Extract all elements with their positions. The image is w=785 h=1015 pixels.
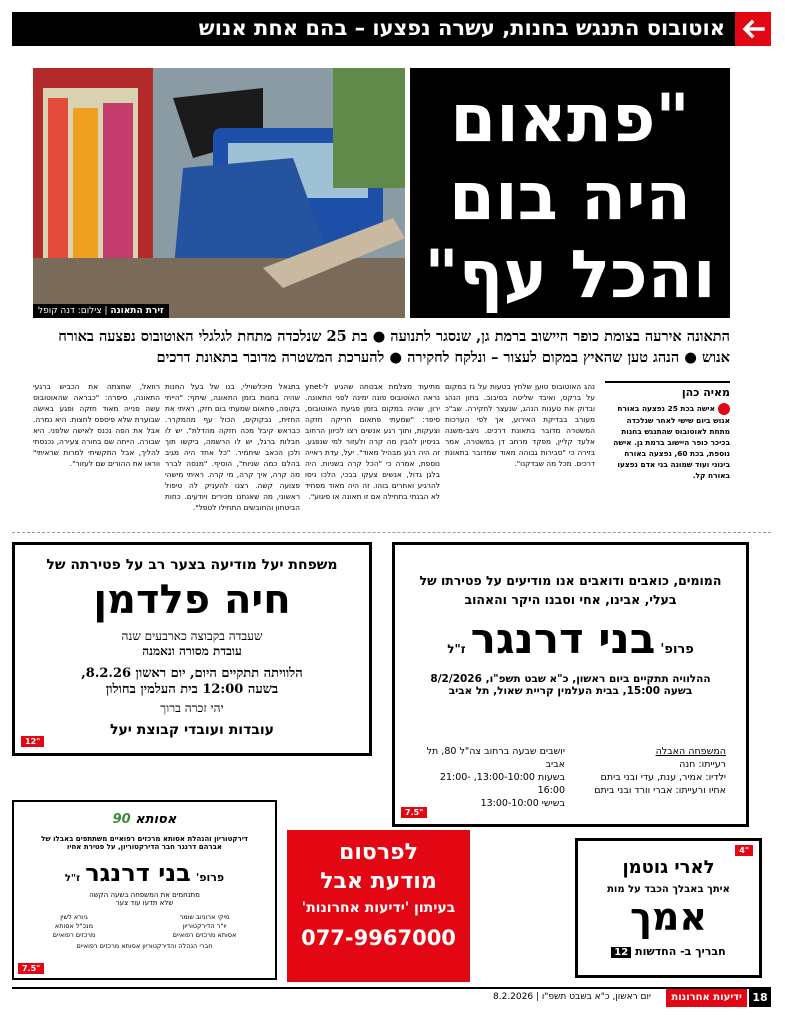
article-lead: אישה בכת 25 נפצעה באורח אנוש ביום שישי לאחר שנלכדה מתחת לאוטובוס שהתנגש בחנות בכיכר כופר היישוב ברמת גן. אישה נוספת, בכת 60, נפצעה באורח בינוני ועוד שמונה בני אדם נפצעו באורח קל. bbox=[613, 404, 730, 480]
ad-size-badge: 4" bbox=[735, 845, 753, 856]
assuta-logo: אסותא 90 bbox=[112, 812, 177, 827]
funeral-info: ההלוויה תתקיים ביום ראשון, כ"א שבט תשפ"ו, 8/2/2026 bbox=[430, 673, 711, 685]
notice-line: שלא תדעו עוד צער bbox=[115, 899, 174, 907]
notice-line: המומים, כואבים ודואבים אנו מודיעים על פטירתו של bbox=[419, 573, 722, 588]
advertise-promo[interactable] bbox=[287, 830, 470, 982]
headline-line: "פתאום bbox=[450, 80, 690, 157]
deceased-name: בני דרנגר bbox=[85, 859, 191, 887]
notice-desc: עובדת מסורה ונאמנה bbox=[142, 644, 242, 658]
promo-line: מודעת אבל bbox=[320, 869, 437, 894]
notice-line: חברי הנהלה והדירקטוריון אסותא מרכזים רפואיים bbox=[76, 942, 213, 950]
deceased-name: בני דרנגר bbox=[470, 614, 656, 663]
photo-credit: זירת התאונה | צילום: דנה קופל bbox=[33, 304, 169, 318]
brand-label: ידיעות אחרונות bbox=[666, 989, 747, 1007]
deceased-name: חיה פלדמן bbox=[93, 577, 291, 623]
notice-desc: שעבדה בקבוצה כארבעים שנה bbox=[121, 629, 263, 643]
death-notice-feldman bbox=[12, 542, 372, 756]
article-column-2: מתיעוד מצלמת אבטחה שהגיע ל-ynet נראה האוטובוס פונה ימינה לפני התאונה. ירון, שהיה במקום בזמן פגיעת האוטובוס, סיפר: "שמעתי פתאום חריקה חזקה וצעקות, ותוך רגע אנשים רצו לכיוון הרחוב בניסיון להבין מה קרה ולעזור למי שנפגע. זה היה רגע מבהיל מאוד". יעל, עדת ראייה נוספת, אמרה כי "הכל קרה בשניות. היה בלגן גדול, אנשים צעקו בבכי, הלכו ניסו להרגיע ואחרים בוהו. זה היה מאוד מפחיד לא הבנתי בתחילה אם זו תאונה או פיגוע". bbox=[305, 382, 440, 501]
funeral-info: הלוויתה תתקיים היום, יום ראשון 8.2.26, bbox=[81, 666, 303, 681]
signed-by: עובדות ועובדי קבוצת יעל bbox=[110, 722, 274, 738]
article-photo bbox=[33, 68, 405, 318]
promo-line: בעיתון 'ידיעות אחרונות' bbox=[301, 900, 456, 916]
ad-size-badge: 7.5" bbox=[401, 807, 427, 818]
headline-line: היה בום bbox=[449, 158, 691, 235]
section-header-title: אוטובוס התנגש בחנות, עשרה נפצעו – בהם אחת אנוש bbox=[198, 16, 725, 40]
family-list: המשפחה האבלה רעייתו: חנה ילדיו: אמיר, ענת, עדי ובני ביתם אחיו ורעייתו: אברי וורד ובני ביתם bbox=[594, 746, 726, 796]
notice-line: דירקטוריון והנהלת אסותא מרכזים רפואיים משתתפים באבלו של bbox=[41, 835, 248, 843]
deceased-name-row: פרופ' בני דרנגר ז"ל bbox=[447, 614, 694, 663]
condolence-gutman bbox=[575, 838, 762, 978]
notice-line: איתך באבלך הכבד על מות bbox=[607, 884, 730, 895]
ad-size-badge: 7.5" bbox=[18, 963, 44, 974]
promo-line: לפרסום bbox=[339, 840, 418, 865]
article-column-1: נהג האוטובוס טוען שלחץ בטעות על גז במקום על ברקס, ואיבד שליטה בסיבוב. בחון הנהג ובדוק את טענות הנהג, שנעצר לחקירה. שב"כ מעורב בבדיקת האירוע, אך לפי הערכות המשטרה מדובר בתאונת דרכים. ניצב-משנה אלעד קליין, מפקד מרחב דן במשטרה, אמר בזירה כי "סבירות גבוהה מאוד שמדובר בתאונת דרכים. מכל מה שבדקנו". bbox=[445, 382, 595, 468]
ad-size-badge: 12" bbox=[21, 736, 44, 747]
notice-line: אברהם דרנגר חבר הדירקטוריון, על פטירת אחיו bbox=[67, 843, 222, 851]
notice-line: בעלי, אבינו, אחי וסבנו היקר והאהוב bbox=[464, 592, 677, 607]
deceased-name-row: פרופ' בני דרנגר ז"ל bbox=[64, 859, 225, 887]
death-notice-drenger bbox=[392, 542, 749, 827]
section-header-bar bbox=[12, 12, 771, 46]
blessing: יהי זכרה ברוך bbox=[160, 701, 224, 715]
article-column-3: בתגאל מיכלשוילי, בנו של בעל החנות שהיה בחנות בזמן התאונה, שיתף: "הייתי בקופה, פתאום שמעתי בום חזק, ראיתי את החזית, נבקוקים, הכול עף מהמקרר. כבראש קיבל מכה חזקה מהדלת". יש לו חבלות ברגל, יש לו הרשמה, ביקשו תוך ולכן הכאב שיחמיר. "כל אחד היה מגיב בהלם כמה שניות", הוסיף. "מנסה לברר מה קרה, איך קרה, מי קרה. ראיתי מישהי פצועה קשה. רצנו להעניק לה טיפול ראשוני, מה שאנחנו מכירים ויודעים. כחות הביטחון והחובשים התחילו לטפל". bbox=[165, 382, 300, 511]
page-footer bbox=[12, 987, 771, 1007]
notice-line: מתנחמים את המשפחה בשעה הקשה bbox=[89, 891, 200, 899]
issue-date: יום ראשון, כ"א בשבט תשפ"ו | 8.2.2026 bbox=[493, 992, 651, 1002]
section-divider bbox=[12, 532, 771, 533]
notice-big-word: אמך bbox=[629, 895, 708, 939]
promo-phone[interactable]: 077-9967000 bbox=[301, 926, 456, 950]
bullet-icon bbox=[718, 403, 730, 415]
shiva-info: יושבים שבעה ברחוב צה"ל 80, תל אביב בשעות 13:00-10:00, 21:00-16:00 בשישי 13:00-10:00 bbox=[426, 746, 565, 809]
headline-line: והכל עף" bbox=[424, 236, 716, 313]
recipient-name: לארי גוטמן bbox=[622, 857, 715, 878]
page-number: 18 bbox=[749, 989, 771, 1007]
article-subhead: התאונה אירעה בצומת כופר היישוב ברמת גן, שנסגר לתנועה ● בת 25 שנלכדה מתחת לגלגלי האוטובוס נפצעה באורח אנוש ● הנהג טען שהאיץ במקום לעצור – ונלקח לחקירה ● להערכת המשטרה מדובר בתאונת דרכים bbox=[58, 328, 730, 366]
channel-12-logo: 12 bbox=[611, 947, 631, 958]
death-notice-assuta bbox=[12, 800, 277, 980]
arrow-left-icon bbox=[735, 12, 771, 46]
notice-line: משפחת יעל מודיעה בצער רב על פטירתה של bbox=[46, 557, 338, 573]
signatories: מיקי ארוניוב שומר יו"ר הדירקטוריון אסותא מרכזים רפואיים גיורא לשין מנכ"ל אסותא מרכזים רפואיים bbox=[52, 913, 237, 939]
byline: מאיה כהן bbox=[605, 381, 730, 399]
funeral-info: בשעה 15:00, בבית העלמין קריית שאול, תל אביב bbox=[448, 685, 693, 697]
funeral-info: בשעה 12:00 בית העלמין בחולון bbox=[105, 682, 279, 697]
article-column-4: רוזאל, שחצתה את הכביש ברגעי התאונה, סיפרה: "כבראה שהאוטובוס עשה פנייה מאוד חזקה ופגע באישה שבוערת שלא פיספס לחצות. היא נמרה. אבל את הפה נכנס לאישה שלפני. היא שבורה. הייתה שם בחורה צעירה, נכנסתי להליך, אבל התקשיתי למרות שראיתי" ווראו את ההורים שם לעזור". bbox=[33, 382, 160, 468]
signed-by: חבריך ב- החדשות 12 bbox=[578, 945, 759, 958]
main-headline bbox=[410, 68, 730, 318]
